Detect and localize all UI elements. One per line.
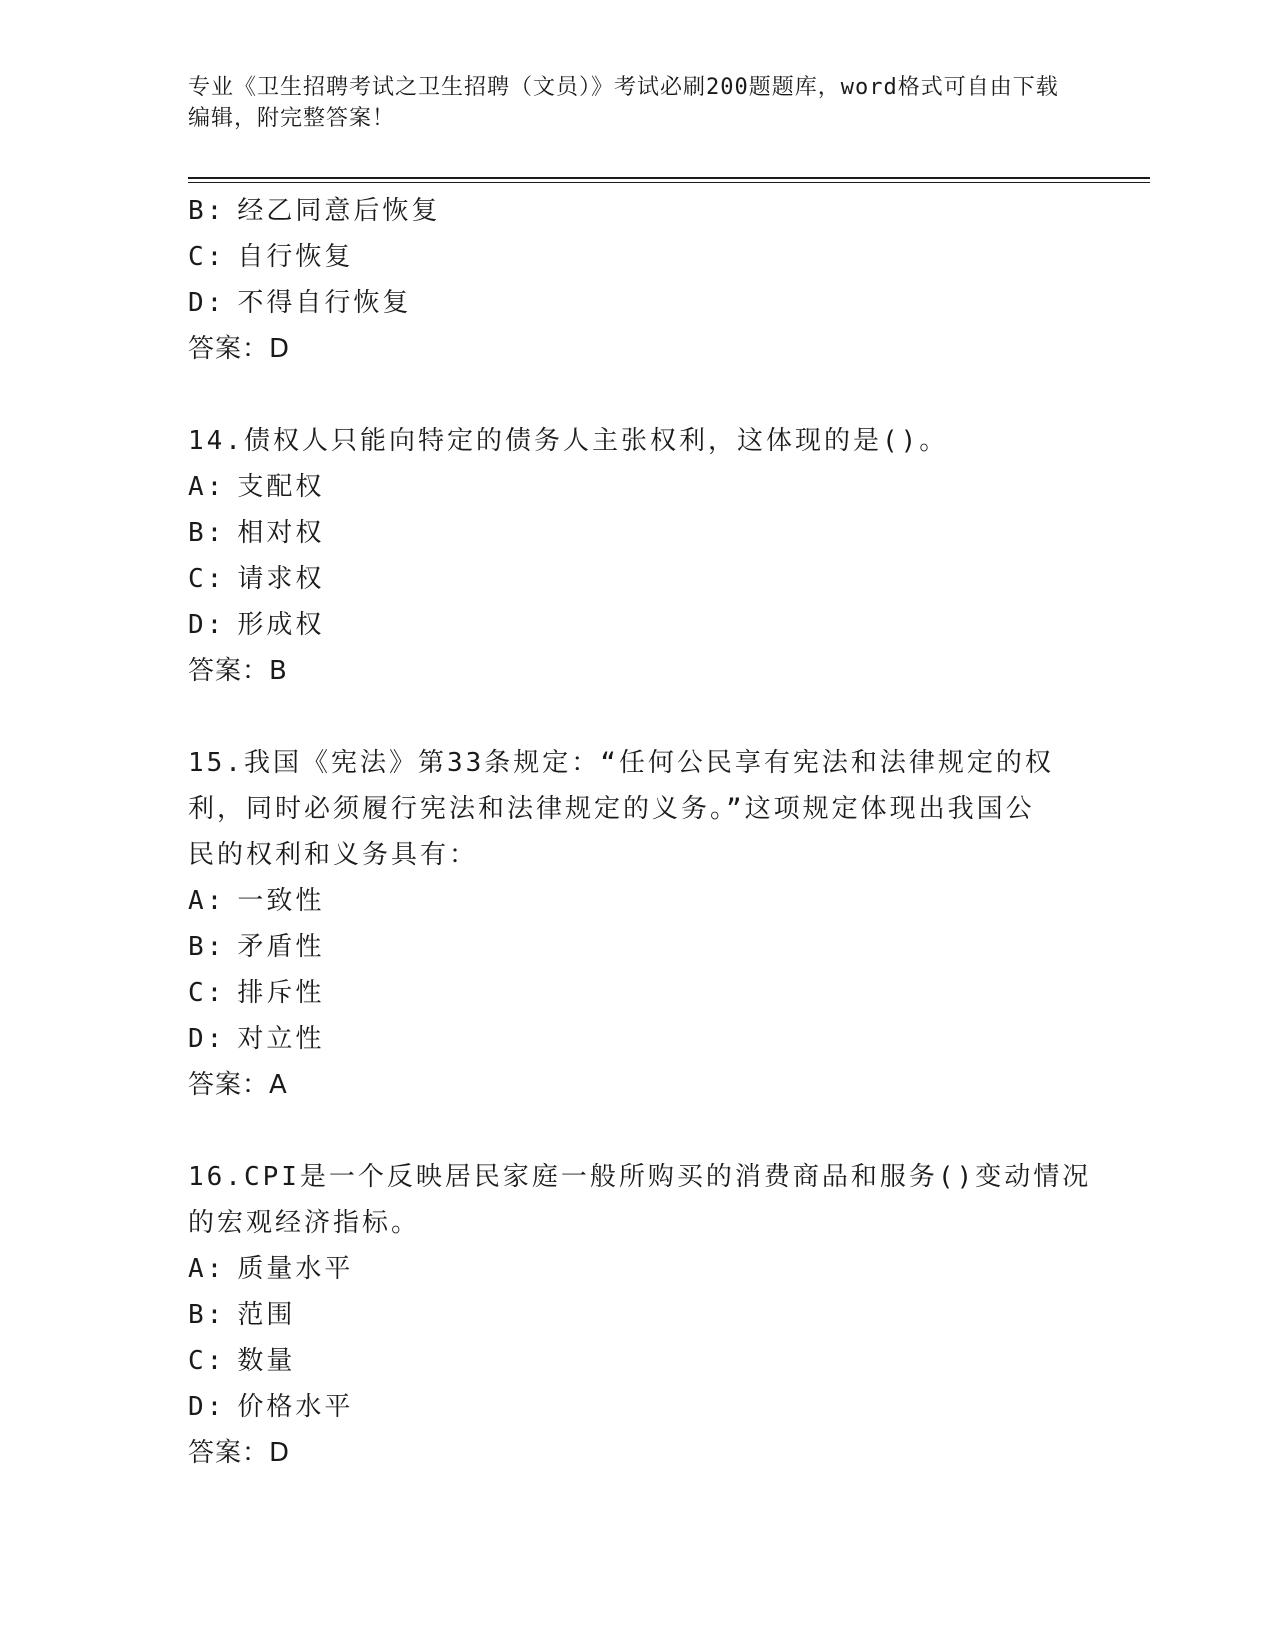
question-text-line: 民的权利和义务具有： — [188, 840, 479, 870]
question-text: 14.债权人只能向特定的债务人主张权利，这体现的是()。 — [188, 426, 949, 456]
document-header: 专业《卫生招聘考试之卫生招聘（文员）》考试必刷200题题库，word格式可自由下载编辑，附完整答案！ — [188, 75, 1059, 131]
option-b: B: 范围 — [188, 1300, 296, 1330]
question-text-line: 的宏观经济指标。 — [188, 1208, 421, 1238]
header-rule-thin — [188, 182, 1150, 183]
option-d: D: 对立性 — [188, 1024, 325, 1054]
option-b: B: 矛盾性 — [188, 932, 325, 962]
question-16 — [188, 1154, 1092, 1476]
option-b: B: 经乙同意后恢复 — [188, 196, 441, 226]
option-c: C: 请求权 — [188, 564, 325, 594]
option-b: B: 相对权 — [188, 518, 325, 548]
option-d: D: 价格水平 — [188, 1392, 354, 1422]
option-d: D: 不得自行恢复 — [188, 288, 412, 318]
spacer — [188, 372, 1068, 418]
option-a: A: 支配权 — [188, 472, 325, 502]
answer: 答案：A — [188, 1070, 288, 1100]
question-text-line: 利，同时必须履行宪法和法律规定的义务。”这项规定体现出我国公 — [188, 794, 1035, 824]
option-c: C: 自行恢复 — [188, 242, 354, 272]
option-a: A: 质量水平 — [188, 1254, 354, 1284]
question-13 — [188, 188, 1068, 372]
option-c: C: 数量 — [188, 1346, 296, 1376]
option-c: C: 排斥性 — [188, 978, 325, 1008]
option-d: D: 形成权 — [188, 610, 325, 640]
answer: 答案：B — [188, 656, 288, 686]
answer: 答案：D — [188, 1438, 291, 1468]
question-text-line: 15.我国《宪法》第33条规定：“任何公民享有宪法和法律规定的权 — [188, 748, 1054, 778]
header-rule-thick — [188, 177, 1150, 179]
spacer — [188, 694, 1068, 740]
question-list — [188, 188, 1092, 1476]
question-text-line: 16.CPI是一个反映居民家庭一般所购买的消费商品和服务()变动情况 — [188, 1162, 1092, 1192]
question-14 — [188, 418, 1068, 694]
option-a: A: 一致性 — [188, 886, 325, 916]
answer: 答案：D — [188, 334, 291, 364]
spacer — [188, 1108, 1068, 1154]
question-15 — [188, 740, 1068, 1108]
